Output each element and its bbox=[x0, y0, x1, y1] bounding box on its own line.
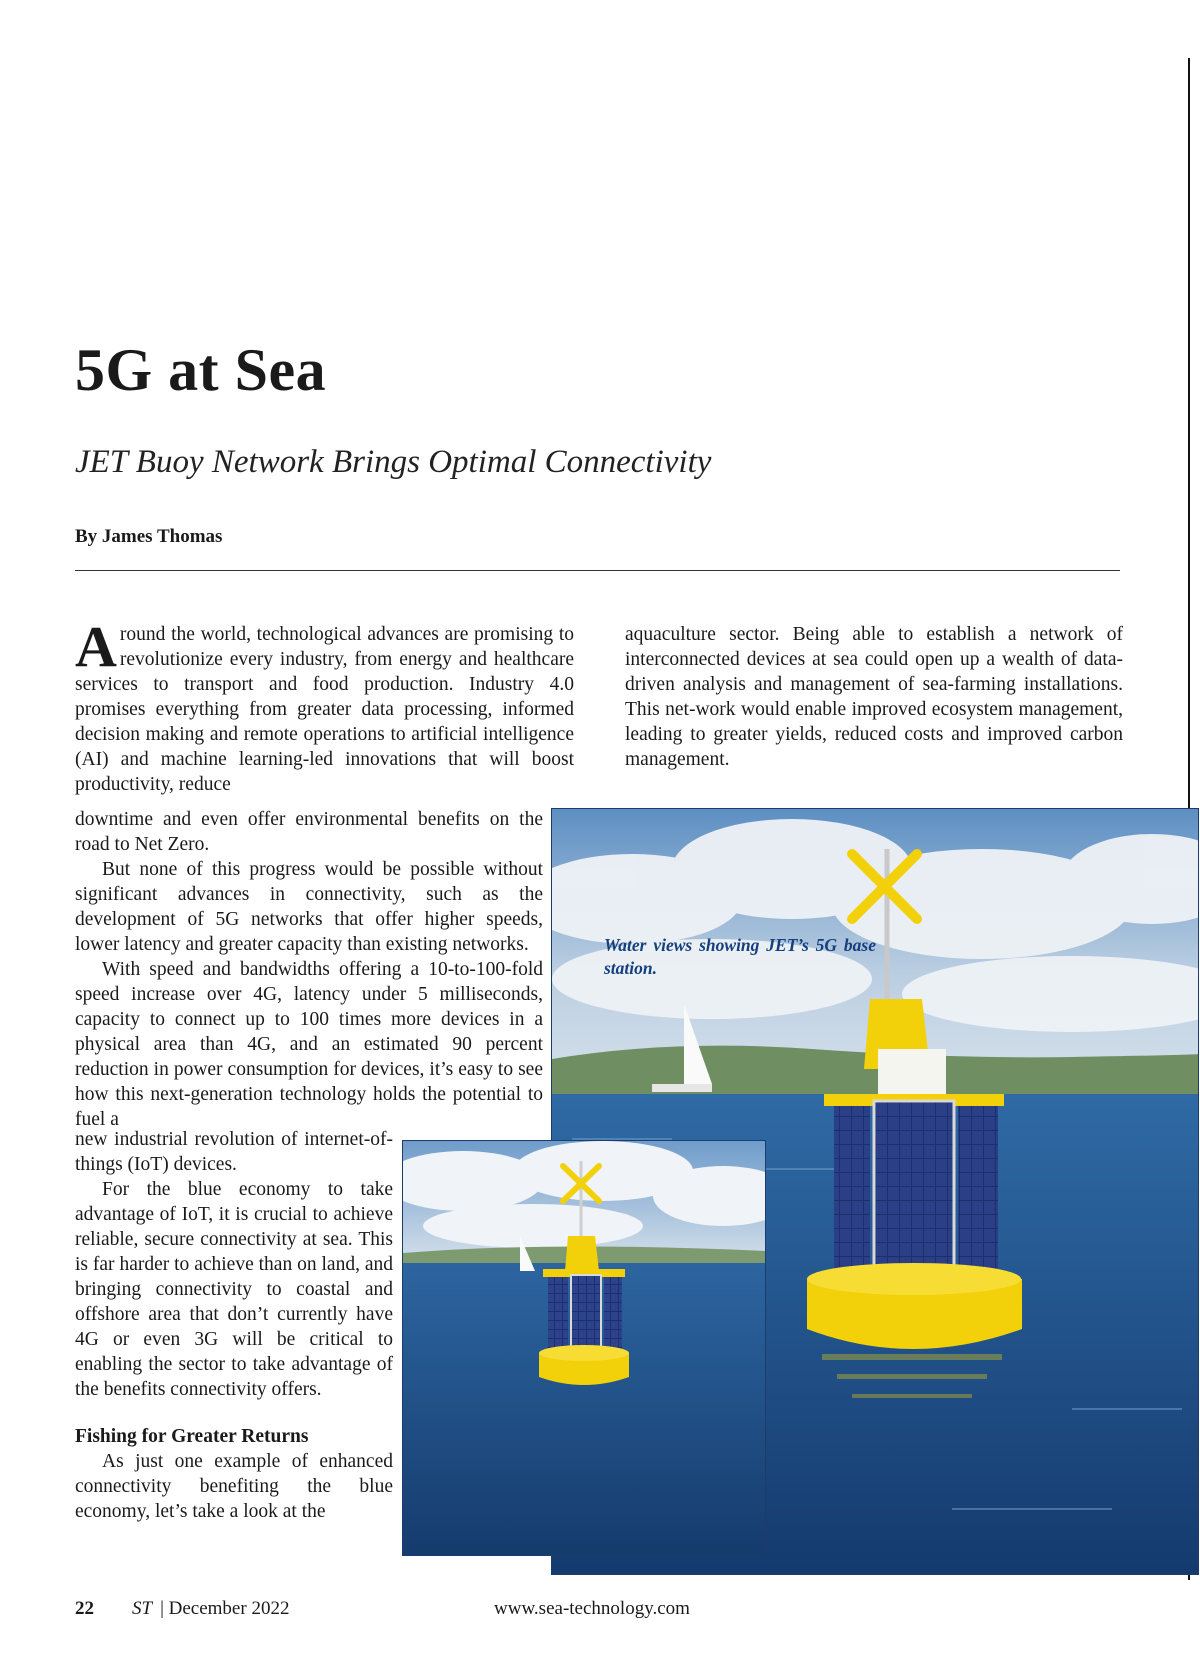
page-number: 22 bbox=[75, 1598, 94, 1619]
body-column-left-bottom bbox=[75, 1127, 393, 1524]
drop-cap: A bbox=[75, 614, 117, 679]
article-subtitle: JET Buoy Network Brings Optimal Connectivity bbox=[75, 444, 712, 480]
section-heading: Fishing for Greater Returns bbox=[75, 1426, 309, 1447]
magazine-issue bbox=[132, 1598, 289, 1620]
paragraph-4: For the blue economy to take advantage of IoT, it is crucial to achieve reliable, secure connectivity at sea. This is far harder to achieve than on land, and bringing connectivity to coastal and offshore area that don’t currently have 4G or even 3G will be critical to enabling the sector to take advantage of the benefits connectivity offers. bbox=[75, 1179, 393, 1400]
body-column-right bbox=[625, 622, 1123, 772]
paragraph-3a: With speed and bandwidths offering a 10-to-100-fold speed increase over 4G, latency under 5 milliseconds, capacity to connect up to 100 times more devices in a physical area than 4G, and an estimated 90 percent reduction in power consumption for devices, it’s easy to see how this next-generation technology holds the potential to fuel a bbox=[75, 959, 543, 1130]
website-url: www.sea-technology.com bbox=[494, 1598, 690, 1619]
paragraph-5: As just one example of enhanced connectivity benefiting the blue economy, let’s take a look at the bbox=[75, 1451, 393, 1522]
body-column-left-top bbox=[75, 614, 574, 797]
buoy-photo-inset bbox=[402, 1140, 766, 1556]
paragraph-1a: round the world, technological advances are promising to revolutionize every industry, from energy and healthcare services to transport and food production. Industry 4.0 promises everything from greater data processing, informed decision making and remote operations to artificial intelligence (AI) and machine learning-led innovations that will boost productivity, reduce bbox=[75, 624, 574, 795]
paragraph-right: aquaculture sector. Being able to establish a network of interconnected devices at sea could open up a wealth of data-driven analysis and management of sea-farming installations. This net-work would enable improved ecosystem management, leading to greater yields, reduced costs and improved carbon management. bbox=[625, 624, 1123, 770]
body-column-left-middle bbox=[75, 807, 543, 1132]
paragraph-2: But none of this progress would be possible without significant advances in connectivity, such as the development of 5G networks that offer higher speeds, lower latency and greater capacity than existing networks. bbox=[75, 859, 543, 955]
article-title: 5G at Sea bbox=[75, 337, 327, 403]
issue-date: | December 2022 bbox=[160, 1598, 290, 1619]
paragraph-3b: new industrial revolution of internet-of-things (IoT) devices. bbox=[75, 1129, 393, 1175]
paragraph-1b: downtime and even offer environmental benefits on the road to Net Zero. bbox=[75, 809, 543, 855]
magazine-name: ST bbox=[132, 1598, 153, 1619]
byline: By James Thomas bbox=[75, 526, 223, 547]
header-divider bbox=[75, 570, 1120, 571]
photo-caption: Water views showing JET’s 5G base station. bbox=[604, 935, 876, 978]
